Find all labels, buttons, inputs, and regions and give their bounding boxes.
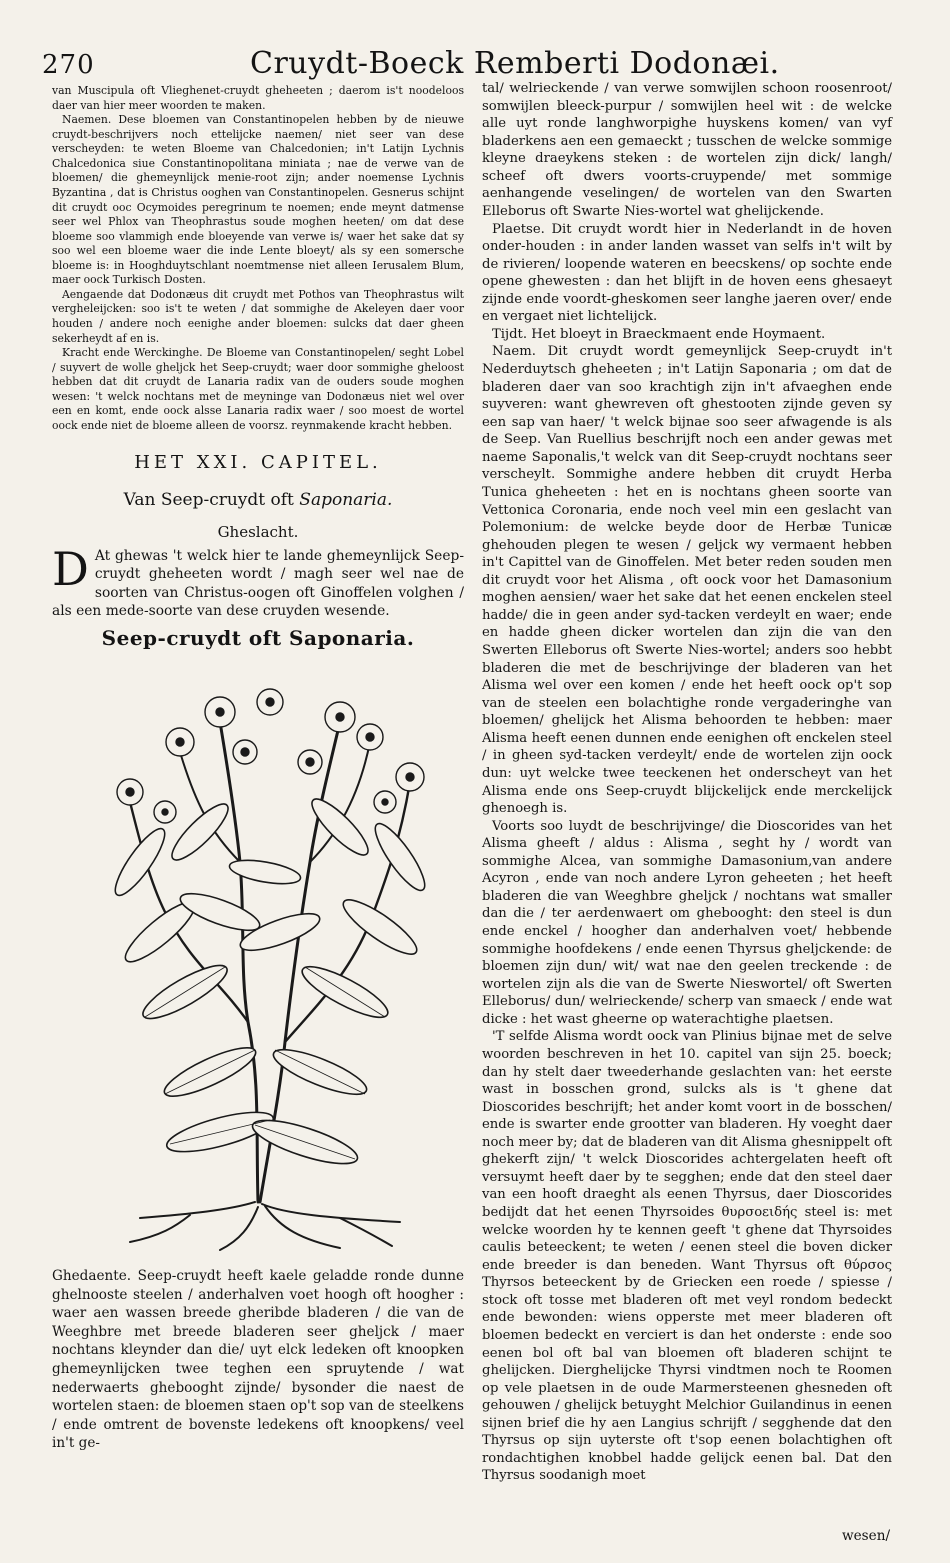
left-column-text xyxy=(52,84,464,434)
chapter-title xyxy=(52,490,464,510)
left-paragraph: Naemen. Dese bloemen van Constantinopelen hebben by de nieuwe cruydt-beschrijvers noch ettelijcke naemen/ niet seer van dese verscheyden: te weten Bloeme van Chalcedonien; in't Latijn Lychnis Chalcedonica siue Constantinopolitana miniata ; nae de verwe van de bloemen/ die ghemeynlijck menie-root zijn; ander noemense Lychnis Byzantina , dat is Christus ooghen van Constantinopelen. Gesnerus schijnt dit cruydt ooc Ocymoides peregrinum te noemen; ende meynt datmense seer wel Phlox van Theophrastus soude moghen heeten/ om dat dese bloeme soo vlammigh ende bloeyende van verwe is/ waer het sake dat sy soo wel een bloeme waer die inde Lente bloeyt/ als sy een somersche bloeme is: in Hooghduytschlant noemtmense niet alleen Ierusalem Blum, maer oock Turkisch Dosten. xyxy=(52,113,464,287)
right-paragraph: Naem. Dit cruydt wordt gemeynlijck Seep-cruydt in't Nederduytsch gheheeten ; in't Latijn Saponaria ; om dat de bladeren daer van soo krachtigh zijn in't afvaeghen ende suyveren: want ghewreven oft ghestooten zijnde geven sy een sap van haer/ 't welck bijnae soo seer afwagende is als de Seep. Van Ruellius beschrijft noch een ander gewas met naeme Saponalis,'t welck van dit Seep-cruydt nochtans seer verscheylt. Sommighe andere hebben dit cruydt Herba Tunica gheheeten : het en is nochtans gheen soorte van Vettonica Coronaria, ende noch veel min een geslacht van Polemonium: de welcke beyde door de Herbæ Tunicæ ghehouden plegen te wesen / geljck wy vermaent hebben in't Capittel van de Ginoffelen. Met beter reden souden men dit cruydt voor het Alisma , oft oock voor het Damasonium moghen aensien/ waer het sake dat het eenen enckelen steel hadde/ die in geen ander syd-tacken verdeylt en waer; ende en hadde gheen dicker wortelen dan zijn die van den Swerten Elleborus oft Swerte Nies-wortel; anders soo hebbt bladeren die met de beschrijvinge der bladeren van het Alisma wel over een komen / ende het heeft oock op't sop van de steelen een bolachtighe ronde vergaderinghe van bloemen/ ghelijck het Alisma behoorden te hebben: maer Alisma heeft eenen dunnen ende eenighen oft enckelen steel / in gheen syd-tacken verdeylt/ ende de wortelen zijn oock dun: uyt welcke twee teeckenen het onderscheyt van het Alisma ende ons Seep-cruydt blijckelijck ende merckelijck ghenoegh is. xyxy=(482,344,892,817)
right-paragraph: tal/ welrieckende / van verwe somwijlen schoon roosenroot/ somwijlen bleeck-purpur / somwijlen heel wit : de welcke alle uyt ronde langhworpighe huyskens komen/ van vyf bladerkens aen een gemaeckt ; tusschen de welcke sommige kleyne draeykens steken : de wortelen zijn dick/ langh/ scheef oft dwers voorts-cruypende/ met sommige aenhangende veselingen/ de wortelen van den Swarten Elleborus oft Swarte Nies-wortel wat ghelijckende. xyxy=(482,81,892,219)
section-subheading: Gheslacht. xyxy=(217,523,299,541)
saponaria-woodcut-icon xyxy=(70,662,462,1254)
drop-cap: D xyxy=(52,542,89,596)
right-paragraph: Tijdt. Het bloeyt in Braeckmaent ende Hoymaent. xyxy=(492,326,826,342)
left-paragraph: Aengaende dat Dodonæus dit cruydt met Pothos van Theophrastus wilt vergheleijcken: soo is't te weten / dat sommighe de Akeleyen daer voor houden / andere noch eenighe ander bloemen: sulcks dat daer gheen sekerheydt af en is. xyxy=(52,287,464,345)
chapter-intro-text: At ghewas 't welck hier te lande ghemeynlijck Seep-cruydt gheheeten wordt / magh seer wel nae de soorten van Christus-oogen oft Ginoffelen volghen / als een mede-soorte van dese cruyden wesende. xyxy=(52,548,464,620)
right-paragraph: Voorts soo luydt de beschrijvinge/ die Dioscorides van het Alisma gheeft / aldus : Alisma , seght hy / wordt van sommighe Alcea, van sommighe Damasonium,van andere Acyron , ende van noch andere Lyron geheeten ; het heeft bladeren die van Weeghbre gheljck / nochtans wat smaller dan die / ter aerdenwaert om ghebooght: den steel is dun ende enckel / hoogher dan anderhalven voet/ hebbende sommighe hoofdekens / ende eenen Thyrsus gheljckende: de bloemen zijn dun/ wit/ wat nae den geelen treckende : de wortelen zijn als die van de Swerte Nieswortel/ oft Swerten Elleborus/ dun/ welrieckende/ scherp van smaeck / ende wat dicke : het wast gheerne op waterachtighe plaetsen. xyxy=(482,818,892,1027)
chapter-heading: HET XXI. CAPITEL. xyxy=(134,452,382,473)
catchword: wesen/ xyxy=(842,1528,891,1544)
right-paragraph: Plaetse. Dit cruydt wordt hier in Nederlandt in de hoven onder-houden : in ander landen wasset van selfs in't wilt by de rivieren/ loopende wateren en beecskens/ op sochte ende opene ghewesten : dan het blijft in de hoven eens ghesaeyt zijnde ende voordt-gheskomen seer langhe jaeren over/ ende en vergaet niet lichtelijck. xyxy=(482,221,892,325)
figure-caption: Seep-cruydt oft Saponaria. xyxy=(101,626,415,650)
left-paragraph: Kracht ende Werckinghe. De Bloeme van Constantinopelen/ seght Lobel / suyvert de wolle gheljck het Seep-cruydt; waer door sommighe gheloost hebben dat dit cruydt de Lanaria radix van de ouders soude moghen wesen: 't welck nochtans met de meyninge van Dodonæus niet wel over een en komt, ende oock alsse Lanaria radix waer / soo moest de wortel oock ende niet de bloeme alleen de voorsz. reynmakende kracht hebben. xyxy=(52,346,464,432)
chapter-title-italic: Saponaria. xyxy=(299,490,393,510)
chapter-intro xyxy=(52,542,464,621)
right-column-text xyxy=(482,80,892,1485)
running-title: Cruydt-Boeck Remberti Dodonæi. xyxy=(250,46,780,81)
page-number: 270 xyxy=(42,50,95,80)
right-paragraph: 'T selfde Alisma wordt oock van Plinius bijnae met de selve woorden beschreven in het 10. capitel van sijn 25. boeck; dan hy stelt daer tweederhande geslachten van: het eerste wast in bosschen grond, sulcks als is 't ghene dat Dioscorides beschrijft; het ander komt voort in de bosschen/ ende is swarter ende grootter van bladeren. Hy voeght daer noch meer by; dat de bladeren van dit Alisma ghesnippelt oft ghekerft zijn/ 't welck Dioscorides achtergelaten heeft oft versuymt heeft daer by te segghen; ende dat den steel daer van een hooft draeght als eenen Thyrsus, daer Dioscorides bedijdt dat het eenen Thyrsoides θυρσοειδής steel is: met welcke woorden hy te kennen geeft 't ghene dat Thyrsoides caulis beteeckent; te weten / eenen steel die boven dicker ende breeder is dan beneden. Want Thyrsus oft θύρσος Thyrsos beteeckent by de Griecken een roede / spiesse / stock oft tosse met bladeren oft met veyl rondom bedeckt ende bewonden: wiens opperste met meer bladeren oft bloemen bedeckt en verciert is dan het onderste : ende soo eenen bol oft bal van bloemen oft bladeren schijnt te ghelijcken. Dierghelijcke Thyrsi vindtmen noch te Roomen op vele plaetsen in de oude Marmersteenen ghesneden oft gehouwen / ghelijck betuyght Melchior Guilandinus in eenen sijnen brief die hy aen Langius schrijft / segghende dat den Thyrsus op sijn uyterste oft t'sop eenen bolachtighen oft rondachtighen knobbel hadde gelijck eenen bal. Dat den Thyrsus soodanigh moet xyxy=(482,1029,892,1484)
left-bottom-text: Ghedaente. Seep-cruydt heeft kaele geladde ronde dunne ghelnooste steelen / anderhalven voet hoogh oft hoogher : waer aen wassen breede gheribde bladeren / die van de Weeghbre met breede bladeren seer gheljck / maer nochtans kleynder dan die/ uyt elck ledeken oft knoopken ghemeynlijcken twee teghen een spruytende / wat nederwaerts ghebooght zijnde/ bysonder die naest de wortelen staen: de bloemen staen op't sop van de steelkens / ende omtrent de bovenste ledekens oft knoopkens/ veel in't ge- xyxy=(52,1268,464,1452)
left-paragraph: van Muscipula oft Vlieghenet-cruydt gheheeten ; daerom is't noodeloos daer van hier meer woorden te maken. xyxy=(52,84,464,112)
chapter-title-prefix: Van Seep-cruydt oft xyxy=(123,490,300,510)
